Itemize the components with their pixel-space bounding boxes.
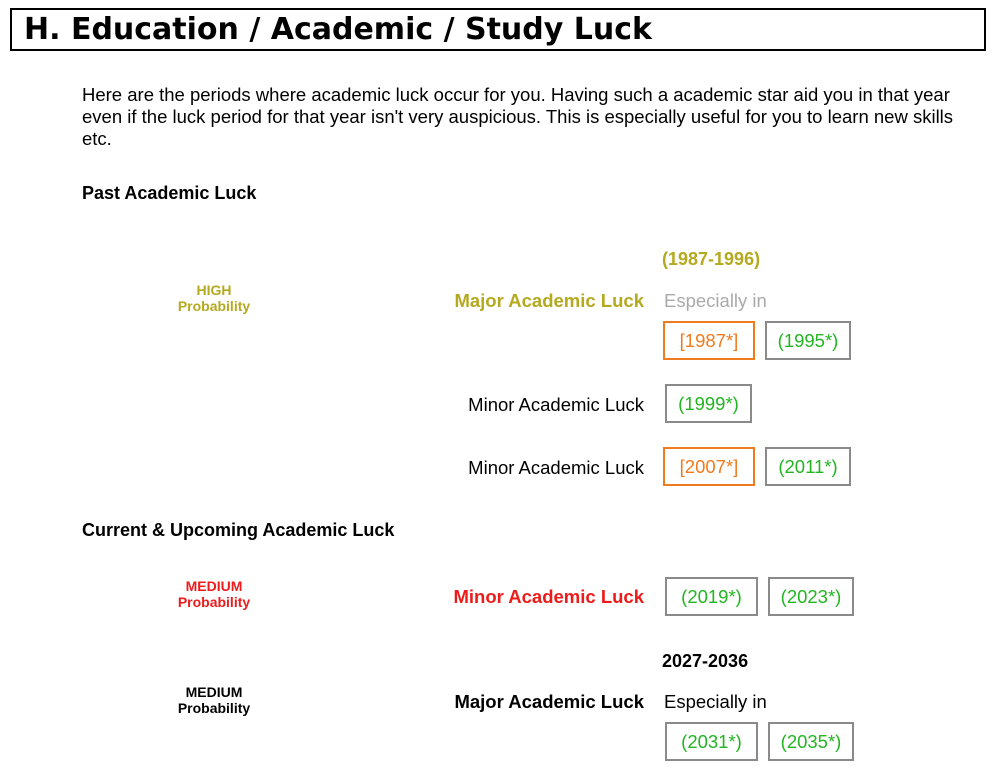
major-luck-period: 2027-2036 (662, 651, 749, 671)
especially-in-label: Especially in (664, 290, 767, 311)
major-luck-period: (1987-1996) (662, 249, 761, 269)
section-title: H. Education / Academic / Study Luck (24, 12, 652, 47)
current-luck-heading: Current & Upcoming Academic Luck (82, 520, 395, 540)
probability-level: MEDIUM (185, 684, 243, 700)
year-box: (2023*) (768, 577, 854, 616)
year-box: (1999*) (665, 384, 752, 423)
major-luck-label: Major Academic Luck (454, 290, 644, 311)
minor-luck-label: Minor Academic Luck (453, 586, 644, 607)
year-box: [2007*] (663, 447, 755, 486)
probability-word: Probability (177, 594, 251, 610)
especially-in-label: Especially in (664, 691, 767, 712)
major-luck-label: Major Academic Luck (454, 691, 644, 712)
probability-badge (144, 282, 284, 314)
section-title-box (10, 8, 986, 51)
year-box: (2031*) (665, 722, 758, 761)
probability-level: HIGH (196, 282, 232, 298)
probability-badge (144, 684, 284, 716)
year-box: [1987*] (663, 321, 755, 360)
past-luck-heading: Past Academic Luck (82, 183, 257, 203)
probability-badge (144, 578, 284, 610)
year-box: (2011*) (765, 447, 851, 486)
year-box: (1995*) (765, 321, 851, 360)
probability-word: Probability (177, 700, 251, 716)
probability-level: MEDIUM (185, 578, 243, 594)
intro-paragraph: Here are the periods where academic luck occur for you. Having such a academic star aid you in that year even if the luck period for that year isn't very auspicious. This is especially useful for you to learn new skills etc. (82, 84, 954, 149)
probability-word: Probability (177, 298, 251, 314)
year-box: (2035*) (768, 722, 854, 761)
minor-luck-label: Minor Academic Luck (468, 457, 644, 478)
year-box: (2019*) (665, 577, 758, 616)
minor-luck-label: Minor Academic Luck (468, 394, 644, 415)
